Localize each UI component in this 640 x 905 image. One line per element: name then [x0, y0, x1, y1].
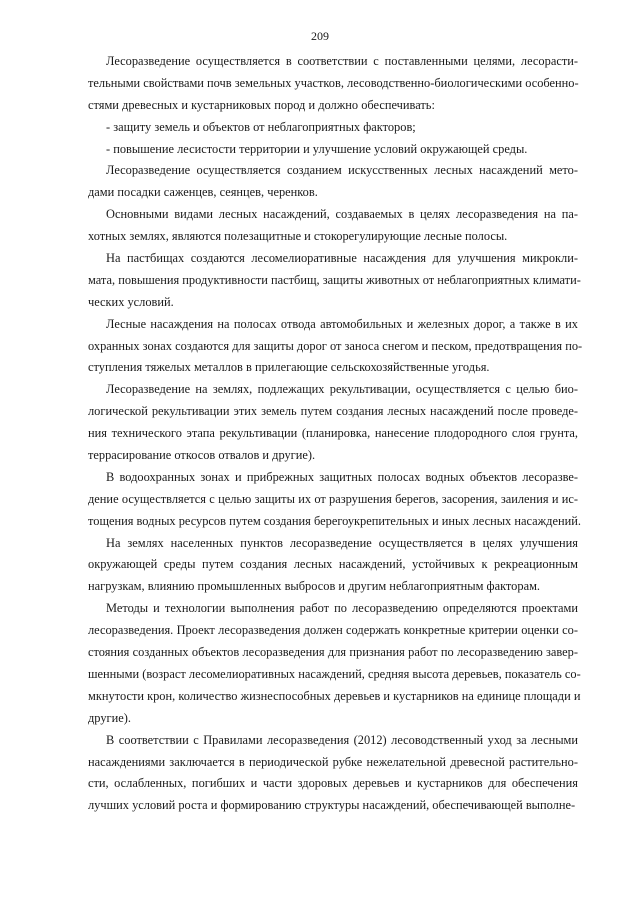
text-line: Лесные насаждения на полосах отвода автомобильных и железных дорог, а также в их	[106, 316, 578, 331]
paragraph-p4	[88, 160, 578, 204]
text-line: насаждениями заключается в периодической рубке нежелательной древесной растительно-	[88, 754, 578, 769]
text-line: охранных зонах создаются для защиты дорог от заноса снегом и песком, предотвращения по-	[88, 338, 583, 353]
paragraph-p1	[88, 51, 578, 117]
paragraph-p5	[88, 204, 578, 248]
paragraph-p12	[88, 730, 578, 818]
paragraph-p8	[88, 379, 578, 467]
text-line: В соответствии с Правилами лесоразведения (2012) лесоводственный уход за лесными	[106, 732, 578, 747]
body-text	[88, 51, 583, 817]
text-line: Лесоразведение осуществляется в соответствии с поставленными целями, лесорасти-	[106, 54, 578, 68]
text-line: Лесоразведение осуществляется созданием искусственных лесных насаждений мето-	[106, 163, 578, 178]
text-line: тощения водных ресурсов путем создания берегоукрепительных и иных лесных насаждений.	[88, 513, 581, 528]
text-line: террасирование откосов отвалов и другие).	[88, 448, 316, 463]
text-line: мкнутости крон, количество жизнеспособных деревьев и кустарников на единице площади и	[88, 688, 581, 703]
paragraph-p2	[88, 117, 578, 139]
page-number: 209	[311, 29, 329, 43]
text-line: стояния созданных объектов лесоразведения для признания работ по лесоразведению завер-	[88, 645, 578, 660]
text-line: другие).	[88, 710, 131, 725]
text-line: Методы и технологии выполнения работ по лесоразведению определяются проектами	[106, 601, 578, 616]
text-line: В водоохранных зонах и прибрежных защитных полосах водных объектов лесоразве-	[106, 469, 578, 484]
paragraph-p10	[88, 533, 578, 599]
text-line: дение осуществляется с целью защиты их от разрушения берегов, засорения, заиления и ис-	[88, 491, 578, 506]
paragraph-p9	[88, 467, 581, 533]
text-line: стями древесных и кустарниковых пород и должно обеспечивать:	[88, 97, 435, 112]
text-line: нагрузкам, влиянию промышленных выбросов и другим неблагоприятным факторам.	[88, 579, 541, 594]
text-line: ния технического этапа рекультивации (планировка, нанесение плодородного слоя грунта,	[88, 426, 578, 441]
text-line: тельными свойствами почв земельных участков, лесоводственно-биологическими особенно-	[88, 75, 579, 90]
text-line: шенными (возраст лесомелиоративных насаждений, средняя высота деревьев, показатель со-	[88, 666, 581, 681]
paragraph-p7	[88, 314, 583, 380]
paragraph-p6	[88, 248, 581, 314]
text-line: - защиту земель и объектов от неблагоприятных факторов;	[106, 119, 416, 134]
text-line: окружающей среды путем создания лесных насаждений, устойчивых к рекреационным	[88, 557, 578, 572]
text-line: На пастбищах создаются лесомелиоративные насаждения для улучшения микрокли-	[106, 251, 578, 266]
text-line: ступления тяжелых металлов в прилегающие сельскохозяйственные угодья.	[88, 360, 490, 375]
text-line: сти, ослабленных, погибших и части здоровых деревьев и кустарников для обеспечения	[88, 776, 578, 791]
text-line: ческих условий.	[88, 294, 174, 309]
text-line: лесоразведения. Проект лесоразведения должен содержать конкретные критерии оценки со-	[88, 623, 578, 638]
paragraph-p3	[88, 139, 578, 161]
text-line: На землях населенных пунктов лесоразведение осуществляется в целях улучшения	[106, 535, 578, 550]
text-line: Лесоразведение на землях, подлежащих рекультивации, осуществляется с целью био-	[106, 382, 578, 397]
text-line: лучших условий роста и формированию структуры насаждений, обеспечивающей выполне-	[88, 798, 576, 813]
paragraph-p11	[88, 598, 581, 729]
text-line: хотных землях, являются полезащитные и стокорегулирующие лесные полосы.	[88, 229, 508, 244]
text-line: Основными видами лесных насаждений, создаваемых в целях лесоразведения на па-	[106, 207, 578, 222]
text-line: дами посадки саженцев, сеянцев, черенков.	[88, 185, 318, 200]
text-line: логической рекультивации этих земель путем создания лесных насаждений после проведе-	[88, 404, 578, 419]
text-line: мата, повышения продуктивности пастбищ, защиты животных от неблагоприятных климати-	[88, 272, 581, 287]
text-line: - повышение лесистости территории и улучшение условий окружающей среды.	[106, 141, 528, 156]
